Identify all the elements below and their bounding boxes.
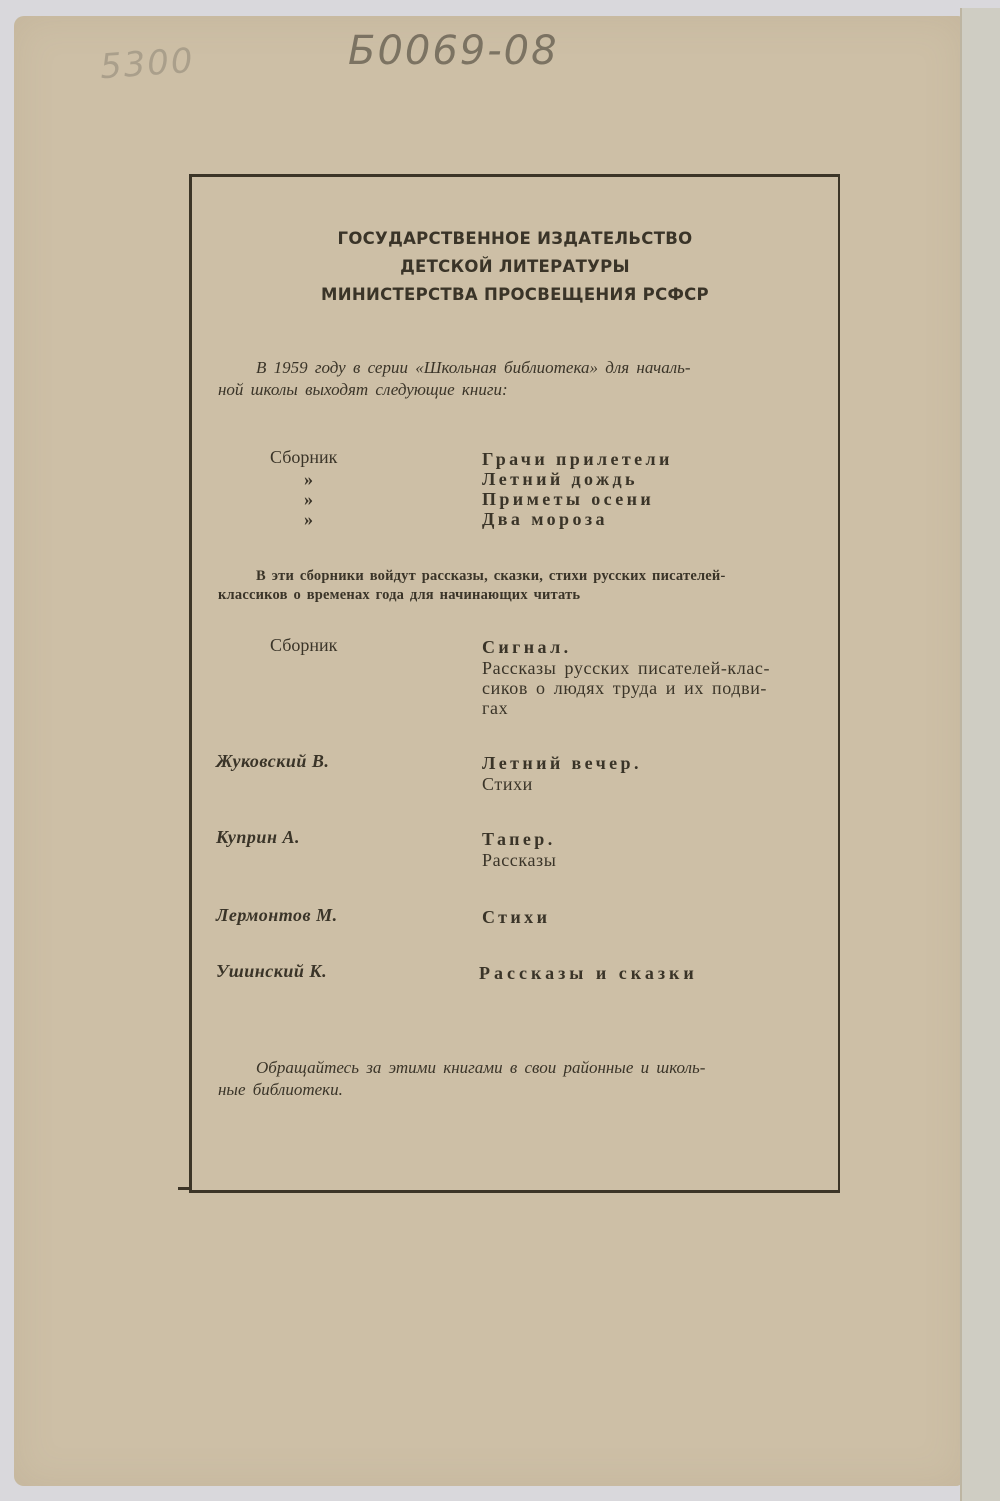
book-title: Рассказы и сказки <box>479 963 698 983</box>
book-title: Сигнал. <box>482 637 572 657</box>
collection-title: Приметы осени <box>482 489 655 509</box>
book-author: Сборник <box>270 635 338 655</box>
book-subtitle-line: гах <box>482 698 509 718</box>
intro-line-2: ной школы выходят следующие книги: <box>218 380 508 399</box>
collection-title: Грачи прилетели <box>482 449 673 469</box>
book-author: Жуковский В. <box>216 751 330 771</box>
handwritten-note-left: 5300 <box>98 40 196 88</box>
footer-paragraph <box>218 1057 812 1101</box>
collection-title: Летний дождь <box>482 469 638 489</box>
header-line-1: ГОСУДАРСТВЕННОЕ ИЗДАТЕЛЬСТВО <box>337 229 693 248</box>
book-subtitle-line: Рассказы <box>482 850 557 870</box>
intro-line-1: В 1959 году в серии «Школьная библиотека» для началь- <box>256 358 691 377</box>
book-title: Тапер. <box>482 829 556 849</box>
footer-line-1: Обращайтесь за этими книгами в свои районные и школь- <box>256 1058 706 1077</box>
book-title: Летний вечер. <box>482 753 642 773</box>
collections-note <box>218 567 812 605</box>
book-subtitle-line: сиков о людях труда и их подви- <box>482 678 768 698</box>
book-title: Стихи <box>482 907 551 927</box>
collection-title: Два мороза <box>482 509 608 529</box>
note-line-1: В эти сборники войдут рассказы, сказки, стихи русских писателей- <box>256 568 726 584</box>
frame-line-extension <box>178 1187 192 1190</box>
book-author: Ушинский К. <box>216 961 328 981</box>
book-subtitle-line: Стихи <box>482 774 533 794</box>
collection-label: Сборник <box>270 447 338 467</box>
ditto-mark: » <box>304 509 313 529</box>
header-line-2: ДЕТСКОЙ ЛИТЕРАТУРЫ <box>400 257 630 276</box>
header-line-3: МИНИСТЕРСТВА ПРОСВЕЩЕНИЯ РСФСР <box>321 285 709 304</box>
book-subtitle-line: Рассказы русских писателей-клас- <box>482 658 771 678</box>
ditto-mark: » <box>304 469 313 489</box>
book-author: Лермонтов М. <box>216 905 338 925</box>
next-page-edge <box>960 8 1000 1501</box>
publisher-header <box>192 225 838 309</box>
ditto-mark: » <box>304 489 313 509</box>
book-author: Куприн А. <box>216 827 300 847</box>
note-line-2: классиков о временах года для начинающих читать <box>218 587 581 603</box>
footer-line-2: ные библиотеки. <box>218 1080 343 1099</box>
printed-frame <box>189 174 840 1193</box>
handwritten-catalog-number: Б0069-08 <box>348 28 559 74</box>
intro-paragraph <box>218 357 812 401</box>
